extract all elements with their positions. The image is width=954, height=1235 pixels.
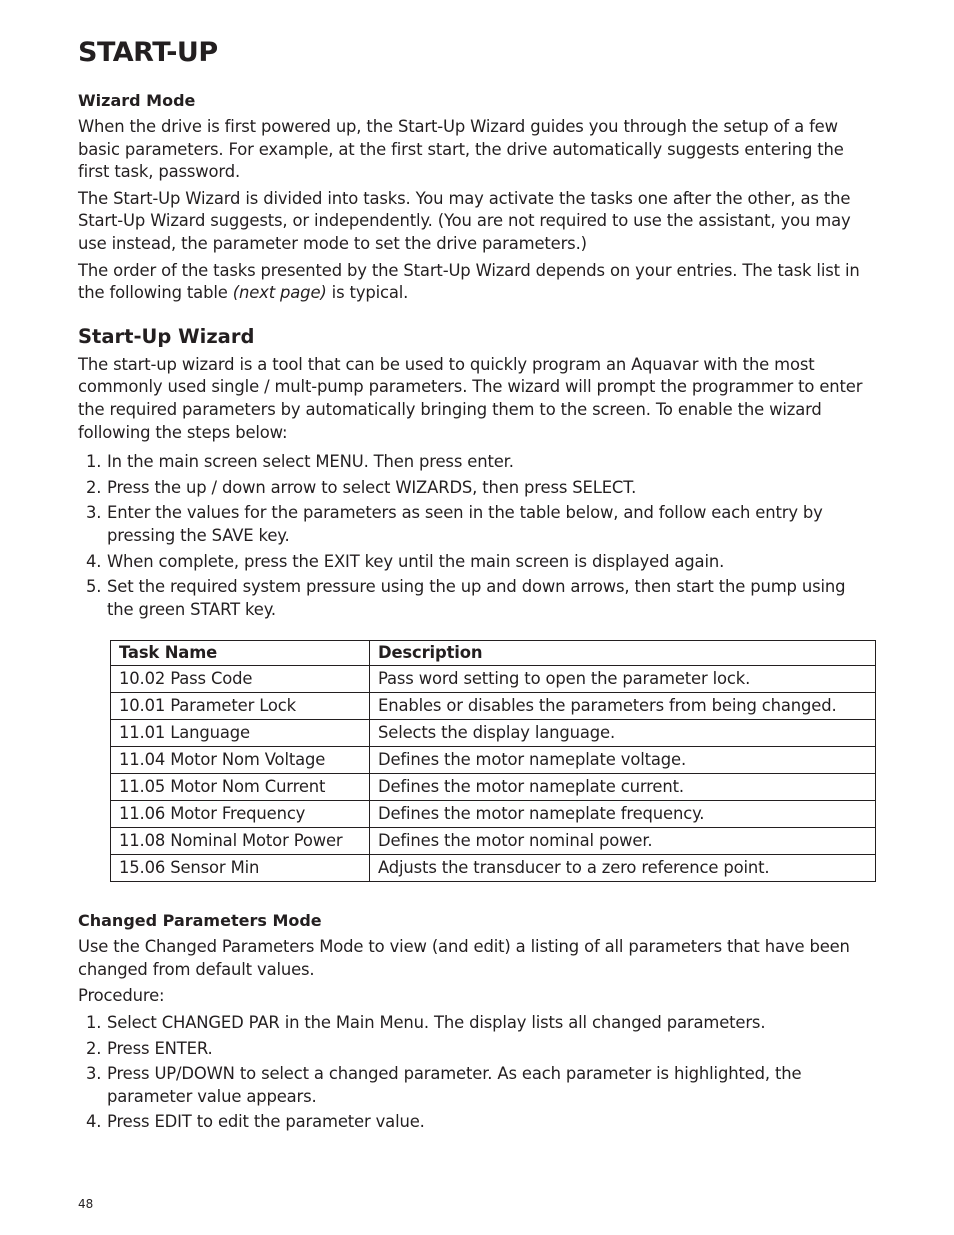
column-header-task-name: Task Name xyxy=(111,641,370,666)
step-text: Press UP/DOWN to select a changed parameter. As each parameter is highlighted, the parameter value appears. xyxy=(107,1064,802,1106)
description-cell: Enables or disables the parameters from being changed. xyxy=(370,693,876,720)
task-name-cell: 11.05 Motor Nom Current xyxy=(111,774,370,801)
procedure-label: Procedure: xyxy=(78,986,165,1006)
startup-steps-list xyxy=(78,451,876,621)
task-name-cell: 11.04 Motor Nom Voltage xyxy=(111,747,370,774)
step-text: Enter the values for the parameters as seen in the table below, and follow each entry by pressing the SAVE key. xyxy=(107,503,823,545)
description-cell: Defines the motor nameplate frequency. xyxy=(370,801,876,828)
table-row xyxy=(111,747,876,774)
list-item xyxy=(78,551,876,574)
wizard-mode-paragraph-2: The Start-Up Wizard is divided into tasks. You may activate the tasks one after the other, as the Start-Up Wizard suggests, or independently. (You are not required to use the assistant, you may use instead, the parameter mode to set the drive parameters.) xyxy=(78,188,851,253)
startup-wizard-section xyxy=(78,324,876,883)
changed-parameters-section xyxy=(78,910,876,1134)
page-number: 48 xyxy=(78,1197,94,1211)
table-row xyxy=(111,666,876,693)
step-number: 5. xyxy=(86,577,102,597)
table-row xyxy=(111,855,876,882)
task-table xyxy=(110,640,876,882)
procedure-steps-list xyxy=(78,1012,876,1134)
step-number: 1. xyxy=(86,1013,102,1033)
column-header-description: Description xyxy=(370,641,876,666)
page-title: START-UP xyxy=(78,37,218,68)
step-text: In the main screen select MENU. Then press enter. xyxy=(107,452,514,472)
startup-wizard-intro: The start-up wizard is a tool that can be used to quickly program an Aquavar with the most commonly used single / mult-pump parameters. The wizard will prompt the programmer to enter the required parameters by automatically bringing them to the screen. To enable the wizard following the steps below: xyxy=(78,354,863,442)
task-name-cell: 10.02 Pass Code xyxy=(111,666,370,693)
next-page-reference: (next page) xyxy=(232,283,327,303)
list-item xyxy=(78,502,876,547)
wizard-mode-heading: Wizard Mode xyxy=(78,91,196,110)
description-cell: Selects the display language. xyxy=(370,720,876,747)
list-item xyxy=(78,1038,876,1061)
task-name-cell: 11.01 Language xyxy=(111,720,370,747)
list-item xyxy=(78,451,876,474)
step-number: 1. xyxy=(86,452,102,472)
step-number: 2. xyxy=(86,1038,102,1058)
table-row xyxy=(111,801,876,828)
step-text: Press the up / down arrow to select WIZARDS, then press SELECT. xyxy=(107,477,637,497)
step-text: Select CHANGED PAR in the Main Menu. The display lists all changed parameters. xyxy=(107,1013,766,1033)
description-cell: Pass word setting to open the parameter lock. xyxy=(370,666,876,693)
description-cell: Defines the motor nominal power. xyxy=(370,828,876,855)
step-text: When complete, press the EXIT key until the main screen is displayed again. xyxy=(107,551,725,571)
step-number: 4. xyxy=(86,551,102,571)
changed-parameters-paragraph: Use the Changed Parameters Mode to view (and edit) a listing of all parameters that have been changed from default values. xyxy=(78,937,850,979)
table-row xyxy=(111,828,876,855)
wizard-mode-section xyxy=(78,90,876,305)
wizard-mode-paragraph-3 xyxy=(78,260,876,305)
list-item xyxy=(78,1063,876,1108)
step-number: 3. xyxy=(86,1064,102,1084)
table-row xyxy=(111,693,876,720)
description-cell: Defines the motor nameplate current. xyxy=(370,774,876,801)
table-row xyxy=(111,720,876,747)
paragraph-3-text-a: The order of the tasks presented by the Start-Up Wizard depends on your entries. The task list in the following table xyxy=(78,260,860,303)
list-item xyxy=(78,576,876,621)
step-number: 4. xyxy=(86,1112,102,1132)
description-cell: Adjusts the transducer to a zero reference point. xyxy=(370,855,876,882)
table-row xyxy=(111,774,876,801)
changed-parameters-heading: Changed Parameters Mode xyxy=(78,911,322,931)
wizard-mode-paragraph-1: When the drive is first powered up, the Start-Up Wizard guides you through the setup of a few basic parameters. For example, at the first start, the drive automatically suggests entering the first task, password. xyxy=(78,117,844,182)
paragraph-3-text-b: is typical. xyxy=(326,283,409,303)
task-name-cell: 11.06 Motor Frequency xyxy=(111,801,370,828)
task-name-cell: 11.08 Nominal Motor Power xyxy=(111,828,370,855)
table-header-row xyxy=(111,641,876,666)
task-name-cell: 15.06 Sensor Min xyxy=(111,855,370,882)
step-number: 2. xyxy=(86,477,102,497)
startup-wizard-heading: Start-Up Wizard xyxy=(78,324,255,348)
list-item xyxy=(78,1012,876,1035)
step-text: Set the required system pressure using the up and down arrows, then start the pump using the green START key. xyxy=(107,577,846,619)
document-page xyxy=(78,36,876,1137)
step-number: 3. xyxy=(86,503,102,523)
task-name-cell: 10.01 Parameter Lock xyxy=(111,693,370,720)
list-item xyxy=(78,1111,876,1134)
step-text: Press EDIT to edit the parameter value. xyxy=(107,1112,425,1132)
description-cell: Defines the motor nameplate voltage. xyxy=(370,747,876,774)
list-item xyxy=(78,477,876,500)
step-text: Press ENTER. xyxy=(107,1038,213,1058)
